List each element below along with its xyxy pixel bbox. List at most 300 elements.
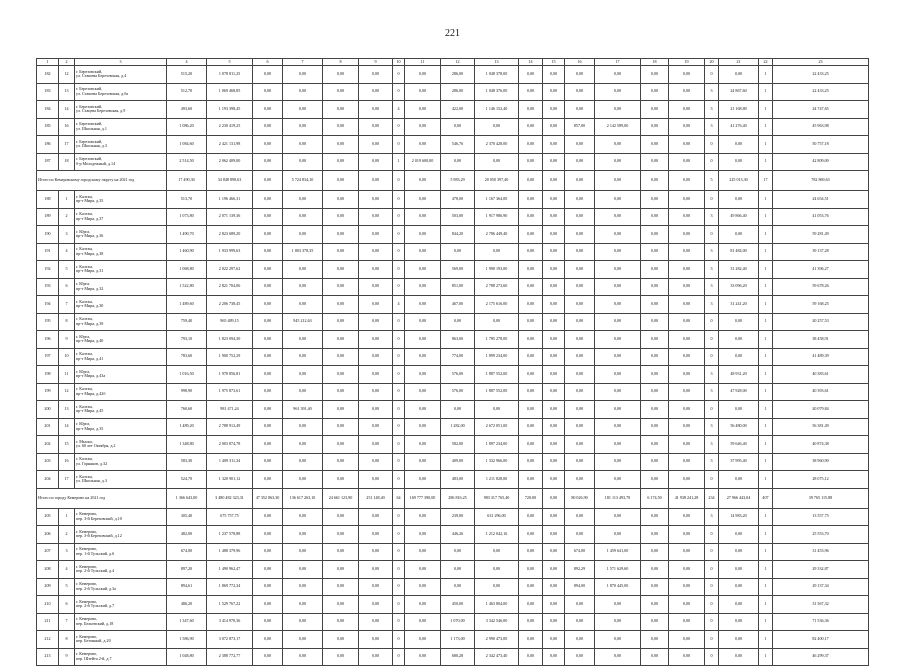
table-cell: 14 983,20 — [719, 508, 759, 526]
table-cell: 0,00 — [283, 508, 323, 526]
table-cell: 0,00 — [405, 418, 441, 436]
table-cell: 0,00 — [405, 613, 441, 631]
address-cell — [75, 296, 167, 314]
table-row — [37, 596, 869, 614]
address-cell — [75, 313, 167, 331]
table-cell: 1 332 966,00 — [475, 453, 519, 471]
column-number: 3 — [75, 59, 167, 66]
subtotal-cell: 80 026,90 — [565, 488, 595, 508]
column-number: 22 — [759, 59, 773, 66]
address-city: г. Мыски, — [76, 438, 93, 444]
table-cell: 0 — [705, 631, 719, 649]
table-cell: 0,00 — [543, 631, 565, 649]
table-cell: 2 142 589,00 — [595, 118, 641, 136]
table-cell: 0,00 — [595, 296, 641, 314]
table-cell: 0,00 — [565, 348, 595, 366]
table-cell: 0,00 — [519, 313, 543, 331]
table-cell: 41 396,27 — [773, 261, 869, 279]
row-number: 213 — [37, 648, 59, 666]
table-cell: 0,00 — [543, 101, 565, 119]
table-cell: 0,00 — [323, 631, 359, 649]
table-cell: 0,00 — [543, 383, 565, 401]
row-number: 197 — [37, 348, 59, 366]
table-cell: 286,00 — [441, 66, 475, 84]
table-cell: 0,00 — [359, 153, 393, 171]
subtotal-cell: 0,00 — [323, 171, 359, 191]
column-number: 18 — [641, 59, 669, 66]
table-cell: 0,00 — [641, 436, 669, 454]
table-cell: 0,00 — [359, 613, 393, 631]
table-cell: 0,00 — [519, 208, 543, 226]
table-cell: 0,00 — [253, 453, 283, 471]
row-subnumber: 12 — [59, 383, 75, 401]
subtotal-cell: 20 050 397,40 — [475, 171, 519, 191]
table-cell: 2 022 297,62 — [207, 261, 253, 279]
table-cell: 1 463 804,00 — [475, 596, 519, 614]
table-cell: 0 — [393, 436, 405, 454]
subtotal-cell: 34 848 898,63 — [207, 171, 253, 191]
table-cell: 0,00 — [595, 648, 641, 666]
address-cell — [75, 631, 167, 649]
table-row — [37, 243, 869, 261]
table-cell: 0,00 — [669, 191, 705, 209]
table-cell: 1 490 962,47 — [207, 561, 253, 579]
table-cell: 0 — [393, 613, 405, 631]
table-cell: 0,00 — [641, 648, 669, 666]
table-row — [37, 648, 869, 666]
table-cell: 0,00 — [669, 226, 705, 244]
table-cell: 0,00 — [283, 453, 323, 471]
table-cell: 0,00 — [405, 383, 441, 401]
table-cell: 1 048 376,00 — [475, 83, 519, 101]
table-cell: 0,00 — [641, 578, 669, 596]
table-cell: 0,00 — [323, 578, 359, 596]
table-cell: 0,00 — [641, 101, 669, 119]
table-cell: 524,70 — [167, 471, 207, 489]
table-cell: 0,00 — [283, 208, 323, 226]
table-cell: 0,00 — [595, 526, 641, 544]
address-city: г. Кемерово, — [76, 581, 98, 587]
table-cell: 0,00 — [543, 348, 565, 366]
address-cell — [75, 418, 167, 436]
table-cell: 0,00 — [253, 261, 283, 279]
table-cell: 0,00 — [359, 136, 393, 154]
table-cell: 0,00 — [405, 191, 441, 209]
table-cell: 0 — [393, 596, 405, 614]
table-cell: 0,00 — [405, 648, 441, 666]
subtotal-cell: 181 113 493,70 — [595, 488, 641, 508]
table-cell: 493,60 — [167, 101, 207, 119]
table-cell: 0,00 — [323, 543, 359, 561]
table-cell: 0,00 — [359, 261, 393, 279]
table-cell: 0,00 — [669, 561, 705, 579]
table-cell: 0,00 — [323, 118, 359, 136]
table-cell: 0 — [705, 401, 719, 419]
table-cell: 0,00 — [283, 383, 323, 401]
table-cell: 41 276,40 — [719, 118, 759, 136]
table-cell: 0,00 — [253, 101, 283, 119]
table-cell: 3 — [705, 383, 719, 401]
table-cell: 0,00 — [441, 543, 475, 561]
subtotal-cell: 407 — [759, 488, 773, 508]
table-cell: 0,00 — [253, 471, 283, 489]
table-cell: 0,00 — [405, 366, 441, 384]
table-cell: 0,00 — [543, 648, 565, 666]
address-street: пер. 2-й Тульский, д.4 — [76, 568, 115, 574]
table-cell: 56 381,49 — [773, 418, 869, 436]
table-cell: 3 — [705, 83, 719, 101]
table-cell: 0 — [393, 243, 405, 261]
table-cell: 0,00 — [475, 243, 519, 261]
table-cell: 894,00 — [565, 578, 595, 596]
address-street: пр-т Мира, д.36 — [76, 233, 104, 239]
table-cell: 0,00 — [405, 226, 441, 244]
row-number: 189 — [37, 208, 59, 226]
table-cell: 0,00 — [359, 226, 393, 244]
table-cell: 0,00 — [405, 436, 441, 454]
subtotal-cell: 1 366 643,00 — [167, 488, 207, 508]
table-cell: 0,00 — [519, 401, 543, 419]
table-cell: 0,00 — [641, 83, 669, 101]
table-cell: 0,00 — [719, 313, 759, 331]
table-cell: 0,00 — [719, 66, 759, 84]
table-cell: 759,40 — [167, 313, 207, 331]
subtotal-cell: 0,00 — [565, 171, 595, 191]
address-street: ул. Школьная, д.3 — [76, 143, 107, 149]
table-cell: 38 960,90 — [773, 453, 869, 471]
table-cell: 0,00 — [595, 418, 641, 436]
table-cell: 0,00 — [565, 278, 595, 296]
table-cell: 1 — [759, 401, 773, 419]
subtotal-cell: 5 — [705, 171, 719, 191]
table-cell: 0,00 — [405, 578, 441, 596]
address-street: пер. 3-й Березовский, д.12 — [76, 533, 122, 539]
table-cell: 3 — [705, 243, 719, 261]
table-cell: 0,00 — [641, 418, 669, 436]
row-number: 209 — [37, 578, 59, 596]
table-row — [37, 453, 869, 471]
table-cell: 0 — [705, 471, 719, 489]
table-cell: 0,00 — [641, 526, 669, 544]
table-cell: 1 917 986,90 — [475, 208, 519, 226]
address-street: пр-т Мира, д.35 — [76, 198, 104, 204]
table-cell: 998,90 — [167, 383, 207, 401]
table-cell: 0,00 — [641, 453, 669, 471]
table-cell: 0 — [393, 331, 405, 349]
table-cell: 0,00 — [441, 118, 475, 136]
table-cell: 0 — [393, 471, 405, 489]
table-cell: 0,00 — [669, 526, 705, 544]
subtotal-cell: 24 661 123,90 — [323, 488, 359, 508]
table-cell: 0,00 — [543, 331, 565, 349]
table-cell: 1 869 772,34 — [207, 578, 253, 596]
table-cell: 0,00 — [669, 66, 705, 84]
table-cell: 20 079,84 — [773, 401, 869, 419]
table-cell: 0,00 — [519, 561, 543, 579]
address-street: пер. Бельевский, д.18 — [76, 620, 114, 626]
table-cell: 0,00 — [595, 191, 641, 209]
row-subnumber: 9 — [59, 648, 75, 666]
table-cell: 3 — [705, 436, 719, 454]
table-cell: 0,00 — [519, 278, 543, 296]
table-cell: 40 393,61 — [773, 383, 869, 401]
table-row — [37, 401, 869, 419]
table-cell: 71 536,36 — [773, 613, 869, 631]
table-cell: 239,00 — [441, 508, 475, 526]
table-cell: 0,00 — [405, 66, 441, 84]
table-cell: 0,00 — [669, 331, 705, 349]
subtotal-cell: 0,00 — [543, 171, 565, 191]
table-cell: 0,00 — [359, 508, 393, 526]
table-cell: 0,00 — [669, 508, 705, 526]
table-row — [37, 543, 869, 561]
table-cell: 0,00 — [475, 561, 519, 579]
table-cell: 981 471,24 — [207, 401, 253, 419]
table-row — [37, 66, 869, 84]
column-number: 10 — [393, 59, 405, 66]
table-row — [37, 278, 869, 296]
table-cell: 42 809,00 — [773, 153, 869, 171]
table-cell: 1 — [759, 383, 773, 401]
table-cell: 0,00 — [543, 153, 565, 171]
table-cell: 1 078 811,25 — [207, 66, 253, 84]
table-cell: 0,00 — [519, 66, 543, 84]
address-street: пр-т Мира, д.45 — [76, 408, 104, 414]
table-row — [37, 136, 869, 154]
column-number: 1 — [37, 59, 59, 66]
table-cell: 1 167 364,00 — [475, 191, 519, 209]
table-cell: 0,00 — [283, 261, 323, 279]
table-cell: 0,00 — [543, 118, 565, 136]
address-city: г. Березовский, — [76, 86, 103, 92]
table-cell: 1 — [759, 243, 773, 261]
table-cell: 1 975 873,61 — [207, 383, 253, 401]
address-street: пер. Штейта 2-й, д.7 — [76, 655, 112, 661]
table-cell: 0,00 — [595, 596, 641, 614]
table-cell: 0,00 — [595, 226, 641, 244]
table-cell: 0,00 — [253, 348, 283, 366]
address-city: г. Калтан, — [76, 473, 93, 479]
table-cell: 2 672 051,00 — [475, 418, 519, 436]
table-cell: 0,00 — [595, 243, 641, 261]
table-cell: 0,00 — [283, 348, 323, 366]
table-cell: 1 522,80 — [167, 278, 207, 296]
table-cell: 0,00 — [475, 313, 519, 331]
address-city: г. Кемерово, — [76, 546, 98, 552]
table-cell: 1 899 234,00 — [475, 348, 519, 366]
table-cell: 0,00 — [405, 471, 441, 489]
row-number: 192 — [37, 261, 59, 279]
table-cell: 0,00 — [359, 118, 393, 136]
table-cell: 0,00 — [595, 331, 641, 349]
table-cell: 0,00 — [283, 436, 323, 454]
table-cell: 2 230 419,25 — [207, 118, 253, 136]
table-cell: 0,00 — [253, 648, 283, 666]
table-cell: 0 — [705, 66, 719, 84]
table-cell: 1 — [759, 296, 773, 314]
table-cell: 0 — [705, 153, 719, 171]
table-cell: 21 168,80 — [719, 101, 759, 119]
table-cell: 0,00 — [359, 418, 393, 436]
table-cell: 0,00 — [719, 561, 759, 579]
address-street: пр-т Мира, д.39 — [76, 320, 104, 326]
table-row — [37, 561, 869, 579]
table-cell: 0,00 — [283, 153, 323, 171]
row-number: 182 — [37, 66, 59, 84]
table-cell: 0,00 — [595, 348, 641, 366]
address-city: г. Калтан, — [76, 386, 93, 392]
table-cell: 41 053,76 — [773, 208, 869, 226]
table-cell: 576,00 — [441, 383, 475, 401]
table-cell: 0,00 — [719, 543, 759, 561]
table-cell: 0,00 — [253, 243, 283, 261]
address-cell — [75, 508, 167, 526]
table-cell: 0,00 — [641, 596, 669, 614]
table-cell: 1 488 379,96 — [207, 543, 253, 561]
table-cell: 0 — [705, 136, 719, 154]
column-number-row — [37, 59, 869, 66]
table-cell: 0 — [393, 508, 405, 526]
table-row — [37, 153, 869, 171]
table-cell: 2 823 689,20 — [207, 226, 253, 244]
table-cell: 0,00 — [719, 191, 759, 209]
table-cell: 0 — [705, 613, 719, 631]
table-cell: 945 212,63 — [283, 313, 323, 331]
table-cell: 0,00 — [543, 313, 565, 331]
table-cell: 305,40 — [167, 508, 207, 526]
address-cell — [75, 66, 167, 84]
table-cell: 0,00 — [405, 453, 441, 471]
table-cell: 0,00 — [543, 526, 565, 544]
table-cell: 0,00 — [359, 631, 393, 649]
table-cell: 0,00 — [405, 561, 441, 579]
table-cell: 1 990 193,00 — [475, 261, 519, 279]
table-cell: 0,00 — [323, 366, 359, 384]
row-subnumber: 13 — [59, 83, 75, 101]
table-cell: 0,00 — [253, 313, 283, 331]
table-cell: 31 567,32 — [773, 596, 869, 614]
table-cell: 3 — [705, 208, 719, 226]
table-cell: 2 421 131,98 — [207, 136, 253, 154]
table-cell: 0,00 — [323, 348, 359, 366]
table-cell: 0,00 — [283, 331, 323, 349]
table-cell: 0 — [705, 226, 719, 244]
address-city: г. Кемерово, — [76, 598, 98, 604]
table-cell: 0,00 — [405, 508, 441, 526]
table-cell: 0 — [705, 191, 719, 209]
table-cell: 0 — [393, 526, 405, 544]
table-cell: 1 048,80 — [167, 648, 207, 666]
table-cell: 0,00 — [359, 296, 393, 314]
table-cell: 0,00 — [253, 383, 283, 401]
table-cell: 0,00 — [253, 418, 283, 436]
table-cell: 0,00 — [719, 578, 759, 596]
column-number: 15 — [543, 59, 565, 66]
address-cell — [75, 561, 167, 579]
subtotal-row — [37, 488, 869, 508]
table-cell: 0,00 — [405, 348, 441, 366]
address-cell — [75, 383, 167, 401]
address-street: ул. Сташева Березовская, д.ба — [76, 90, 129, 96]
table-cell: 0,00 — [543, 366, 565, 384]
table-cell: 0,00 — [565, 313, 595, 331]
address-street: ул. Сташева Березовская, д.4 — [76, 73, 127, 79]
row-number: 196 — [37, 331, 59, 349]
table-cell: 0,00 — [323, 401, 359, 419]
table-cell: 0,00 — [283, 526, 323, 544]
table-cell: 1 — [759, 261, 773, 279]
table-cell: 0,00 — [641, 191, 669, 209]
table-cell: 0,00 — [519, 436, 543, 454]
subtotal-cell: 0,00 — [519, 171, 543, 191]
table-cell: 0,00 — [669, 648, 705, 666]
table-cell: 286,00 — [441, 83, 475, 101]
address-city: г. Березовский, — [76, 68, 103, 74]
address-cell — [75, 578, 167, 596]
table-cell: 0,00 — [543, 578, 565, 596]
table-cell: 2 019 600,00 — [405, 153, 441, 171]
table-cell: 0,00 — [359, 366, 393, 384]
table-row — [37, 526, 869, 544]
table-cell: 0 — [393, 383, 405, 401]
table-cell: 0,00 — [719, 153, 759, 171]
table-cell: 0,00 — [669, 631, 705, 649]
table-cell: 0,00 — [595, 261, 641, 279]
table-cell: 0,00 — [323, 526, 359, 544]
table-cell: 1 348,80 — [167, 436, 207, 454]
table-cell: 29 332,87 — [773, 561, 869, 579]
table-cell: 1 785 278,00 — [475, 331, 519, 349]
address-cell — [75, 436, 167, 454]
table-cell: 0,00 — [719, 136, 759, 154]
table-cell: 0,00 — [565, 226, 595, 244]
address-street: пр-т Мира, д.41 — [76, 355, 104, 361]
table-cell: 0,00 — [253, 613, 283, 631]
table-cell: 0,00 — [405, 208, 441, 226]
table-cell: 1 900 752,29 — [207, 348, 253, 366]
subtotal-cell: 0,00 — [359, 171, 393, 191]
table-cell: 0,00 — [595, 613, 641, 631]
table-cell: 1 529 767,22 — [207, 596, 253, 614]
table-cell: 25 553,70 — [773, 526, 869, 544]
table-cell: 33 096,20 — [719, 278, 759, 296]
table-cell: 409,00 — [441, 453, 475, 471]
table-cell: 1 068,80 — [167, 261, 207, 279]
row-subnumber: 2 — [59, 208, 75, 226]
table-cell: 1 196 466,31 — [207, 191, 253, 209]
address-cell — [75, 366, 167, 384]
address-city: г. Березовский, — [76, 103, 103, 109]
table-cell: 81 484,00 — [719, 243, 759, 261]
table-row — [37, 331, 869, 349]
row-number: 185 — [37, 118, 59, 136]
table-cell: 680,28 — [441, 648, 475, 666]
row-number: 202 — [37, 436, 59, 454]
table-row — [37, 118, 869, 136]
table-cell: 0 — [393, 401, 405, 419]
table-cell: 0,00 — [359, 243, 393, 261]
table-cell: 793,10 — [167, 331, 207, 349]
table-cell: 0,00 — [595, 436, 641, 454]
table-cell: 0,00 — [283, 66, 323, 84]
table-cell: 40 874,38 — [773, 436, 869, 454]
table-cell: 0,00 — [641, 471, 669, 489]
column-number: 5 — [207, 59, 253, 66]
table-cell: 0,00 — [519, 366, 543, 384]
table-cell: 0,00 — [359, 383, 393, 401]
table-cell: 0,00 — [565, 383, 595, 401]
row-number: 188 — [37, 191, 59, 209]
